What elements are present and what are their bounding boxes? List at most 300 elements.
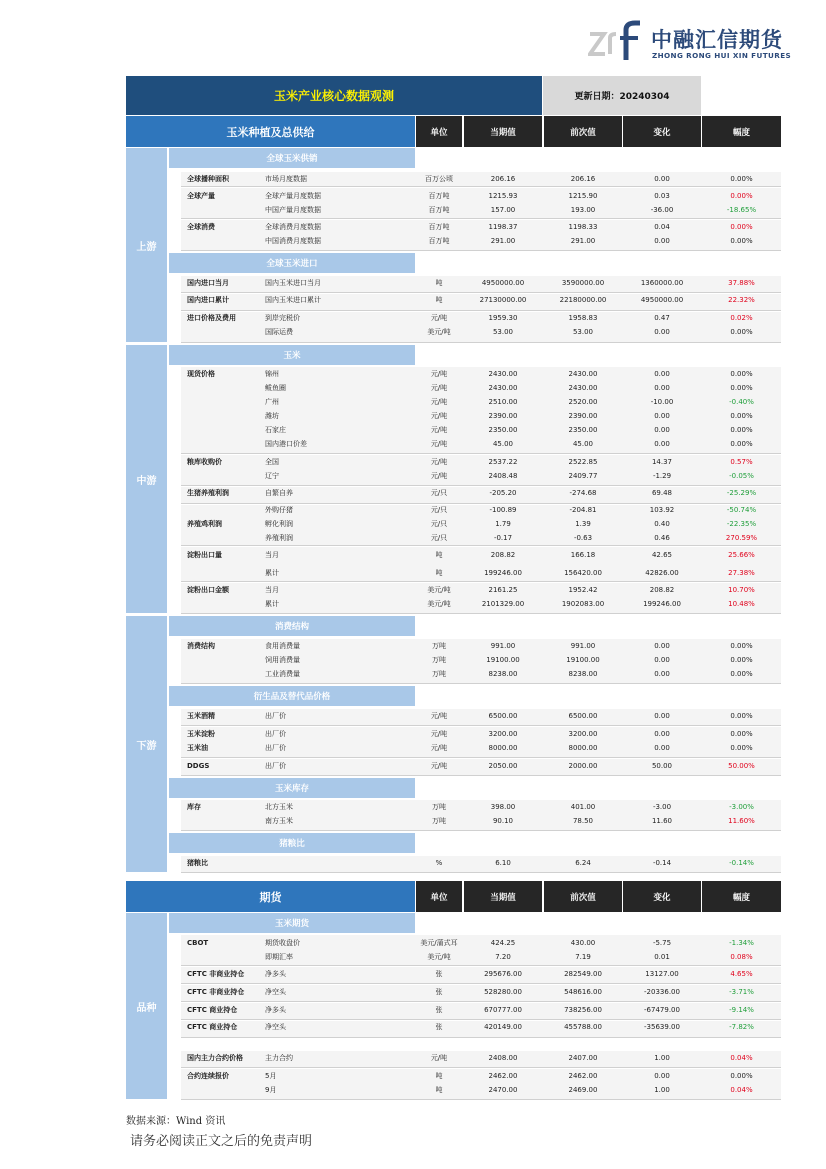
row-item: 当月 xyxy=(265,586,279,594)
region-label: 下游 xyxy=(126,616,167,872)
row-item: 养殖利润 xyxy=(265,534,293,542)
row-category: 国内主力合约价格 xyxy=(187,1054,243,1062)
row-current: 7.20 xyxy=(495,953,511,961)
row-current: 8238.00 xyxy=(488,670,518,678)
row-previous: 53.00 xyxy=(572,328,594,336)
row-item: 工业消费量 xyxy=(265,670,300,678)
row-pct: 0.00% xyxy=(730,670,753,678)
row-previous: 19100.00 xyxy=(566,656,600,664)
row-divider xyxy=(181,453,781,454)
row-pct: 0.00% xyxy=(730,412,753,420)
col-header-pct: 幅度 xyxy=(702,116,781,147)
row-change: -35639.00 xyxy=(644,1023,680,1031)
row-change: -3.00 xyxy=(652,803,672,811)
row-change: 69.48 xyxy=(651,489,673,497)
row-current: 1959.30 xyxy=(488,314,518,322)
row-category: 消费结构 xyxy=(187,642,215,650)
row-change: 208.82 xyxy=(649,586,675,594)
row-current: 528280.00 xyxy=(484,988,522,996)
row-unit: 吨 xyxy=(435,1086,443,1094)
row-previous: -0.63 xyxy=(573,534,593,542)
row-item: 辽宁 xyxy=(265,472,279,480)
row-unit: 元/吨 xyxy=(430,1054,448,1062)
row-pct: -0.40% xyxy=(729,398,754,406)
col-header-unit: 单位 xyxy=(416,881,462,912)
row-previous: 1958.83 xyxy=(568,314,598,322)
row-current: 1198.37 xyxy=(488,223,518,231)
col-header-unit: 单位 xyxy=(416,116,462,147)
row-divider xyxy=(181,965,781,966)
row-previous: 166.18 xyxy=(570,551,596,559)
row-item: 国内港口价差 xyxy=(265,440,307,448)
row-change: -5.75 xyxy=(652,939,672,947)
row-previous: 282549.00 xyxy=(564,970,602,978)
row-current: 2470.00 xyxy=(488,1086,518,1094)
row-unit: 张 xyxy=(435,1006,443,1014)
row-pct: 0.00% xyxy=(730,642,753,650)
row-item: 市场月度数据 xyxy=(265,175,307,183)
row-change: 0.00 xyxy=(654,744,670,752)
row-item: 到岸完税价 xyxy=(265,314,300,322)
row-pct: 11.60% xyxy=(728,817,755,825)
row-item: 自繁自养 xyxy=(265,489,293,497)
region-label: 上游 xyxy=(126,148,167,342)
row-pct: -22.35% xyxy=(726,520,757,528)
row-previous: 1.39 xyxy=(575,520,591,528)
row-item: 全球消费月度数据 xyxy=(265,223,321,231)
row-pct: 0.00% xyxy=(730,1072,753,1080)
row-unit: 张 xyxy=(435,970,443,978)
row-previous: 738256.00 xyxy=(564,1006,602,1014)
row-current: 2101329.00 xyxy=(481,600,525,608)
row-change: 1360000.00 xyxy=(640,279,684,287)
row-previous: 2409.77 xyxy=(568,472,598,480)
row-pct: 4.65% xyxy=(730,970,753,978)
row-previous: 156420.00 xyxy=(564,569,602,577)
subheader: 消费结构 xyxy=(169,616,415,636)
row-unit: 美元/吨 xyxy=(427,953,451,961)
row-unit: 张 xyxy=(435,988,443,996)
row-item: 累计 xyxy=(265,569,279,577)
row-previous: 2520.00 xyxy=(568,398,598,406)
row-previous: 3200.00 xyxy=(568,730,598,738)
row-item: 食用消费量 xyxy=(265,642,300,650)
row-previous: 1215.90 xyxy=(568,192,598,200)
region-label: 品种 xyxy=(126,913,167,1099)
row-change: 0.01 xyxy=(654,953,670,961)
row-current: 424.25 xyxy=(490,939,516,947)
row-unit: 张 xyxy=(435,1023,443,1031)
row-current: 420149.00 xyxy=(484,1023,522,1031)
row-unit: 美元/吨 xyxy=(427,600,451,608)
row-previous: 6.24 xyxy=(575,859,591,867)
row-change: 0.47 xyxy=(654,314,670,322)
row-unit: 美元/吨 xyxy=(427,586,451,594)
row-change: 42826.00 xyxy=(645,569,679,577)
row-change: 4950000.00 xyxy=(640,296,684,304)
subheader: 全球玉米供销 xyxy=(169,148,415,168)
row-divider xyxy=(181,581,781,582)
row-item: 5月 xyxy=(265,1072,277,1080)
row-change: -36.00 xyxy=(650,206,674,214)
row-previous: 45.00 xyxy=(572,440,594,448)
row-divider xyxy=(181,1099,781,1100)
row-unit: 吨 xyxy=(435,279,443,287)
row-previous: -204.81 xyxy=(569,506,597,514)
row-pct: 0.04% xyxy=(730,1054,753,1062)
row-item: 潍坊 xyxy=(265,412,279,420)
row-pct: 0.00% xyxy=(730,175,753,183)
row-current: 2430.00 xyxy=(488,370,518,378)
row-unit: 元/只 xyxy=(430,506,448,514)
row-change: 0.04 xyxy=(654,223,670,231)
row-pct: 0.00% xyxy=(730,192,753,200)
row-previous: 6500.00 xyxy=(568,712,598,720)
row-item: 出厂价 xyxy=(265,730,286,738)
row-pct: -9.14% xyxy=(729,1006,754,1014)
row-change: 0.00 xyxy=(654,328,670,336)
row-divider xyxy=(181,757,781,758)
row-previous: 22180000.00 xyxy=(559,296,607,304)
row-unit: 元/吨 xyxy=(430,744,448,752)
row-previous: 2407.00 xyxy=(568,1054,598,1062)
company-logo-mark xyxy=(588,20,644,62)
row-pct: 10.70% xyxy=(728,586,755,594)
row-unit: 万吨 xyxy=(432,803,446,811)
row-category: 全球消费 xyxy=(187,223,215,231)
row-item: 广州 xyxy=(265,398,279,406)
row-current: 4950000.00 xyxy=(481,279,525,287)
row-pct: 0.00% xyxy=(730,440,753,448)
row-pct: 0.00% xyxy=(730,223,753,231)
row-divider xyxy=(181,1067,781,1068)
company-name-cn: 中融汇信期货 xyxy=(651,28,783,52)
row-divider xyxy=(181,1037,781,1038)
row-divider xyxy=(181,545,781,546)
row-item: 石家庄 xyxy=(265,426,286,434)
row-item: 净多头 xyxy=(265,1006,286,1014)
row-current: 208.82 xyxy=(490,551,516,559)
region-label: 中游 xyxy=(126,345,167,613)
row-previous: 8000.00 xyxy=(568,744,598,752)
row-item: 孵化利润 xyxy=(265,520,293,528)
row-pct: 0.00% xyxy=(730,426,753,434)
row-category: 全球播种面积 xyxy=(187,175,229,183)
row-pct: 0.57% xyxy=(730,458,753,466)
row-unit: 元/吨 xyxy=(430,314,448,322)
company-name-en: ZHONG RONG HUI XIN FUTURES xyxy=(652,51,792,60)
row-current: 6.10 xyxy=(495,859,511,867)
row-change: 0.40 xyxy=(654,520,670,528)
row-divider xyxy=(181,983,781,984)
row-current: 295676.00 xyxy=(484,970,522,978)
row-pct: -1.34% xyxy=(729,939,754,947)
col-header-previous: 前次值 xyxy=(544,116,622,147)
subheader: 全球玉米进口 xyxy=(169,253,415,273)
row-unit: 吨 xyxy=(435,569,443,577)
row-previous: 455788.00 xyxy=(564,1023,602,1031)
row-category: 国内进口当月 xyxy=(187,279,229,287)
row-item: 国际运费 xyxy=(265,328,293,336)
row-unit: 元/吨 xyxy=(430,370,448,378)
row-current: 27130000.00 xyxy=(479,296,527,304)
row-current: 19100.00 xyxy=(486,656,520,664)
row-unit: 万吨 xyxy=(432,817,446,825)
row-current: 1215.93 xyxy=(488,192,518,200)
row-previous: 1952.42 xyxy=(568,586,598,594)
row-pct: -25.29% xyxy=(726,489,757,497)
row-pct: -7.82% xyxy=(729,1023,754,1031)
row-unit: 吨 xyxy=(435,1072,443,1080)
row-category: 玉米油 xyxy=(187,744,208,752)
row-change: 0.00 xyxy=(654,175,670,183)
row-previous: 430.00 xyxy=(570,939,596,947)
row-unit: 百万公顷 xyxy=(425,175,453,183)
row-divider xyxy=(181,1001,781,1002)
row-divider xyxy=(181,310,781,311)
row-pct: -18.65% xyxy=(726,206,757,214)
row-category: 玉米淀粉 xyxy=(187,730,215,738)
row-change: 14.37 xyxy=(651,458,673,466)
row-category: 国内进口累计 xyxy=(187,296,229,304)
row-unit: 元/吨 xyxy=(430,384,448,392)
row-item: 期货收盘价 xyxy=(265,939,300,947)
row-divider xyxy=(181,725,781,726)
row-unit: 元/吨 xyxy=(430,458,448,466)
row-category: CFTC 商业持仓 xyxy=(187,1023,238,1031)
row-category: CFTC 非商业持仓 xyxy=(187,988,245,996)
row-current: 199246.00 xyxy=(484,569,522,577)
row-previous: 1902083.00 xyxy=(561,600,605,608)
row-item: 国内玉米进口当月 xyxy=(265,279,321,287)
row-previous: 401.00 xyxy=(570,803,596,811)
row-item: 净空头 xyxy=(265,1023,286,1031)
row-pct: 0.00% xyxy=(730,237,753,245)
row-item: 国内玉米进口累计 xyxy=(265,296,321,304)
row-current: 53.00 xyxy=(492,328,514,336)
row-change: -1.29 xyxy=(652,472,672,480)
row-unit: 万吨 xyxy=(432,670,446,678)
row-item: 全国 xyxy=(265,458,279,466)
row-current: 206.16 xyxy=(490,175,516,183)
row-category: 玉米酒精 xyxy=(187,712,215,720)
row-current: 2408.48 xyxy=(488,472,518,480)
row-unit: 美元/蒲式耳 xyxy=(420,939,458,947)
row-change: 0.00 xyxy=(654,426,670,434)
row-item: 累计 xyxy=(265,600,279,608)
row-unit: 百万吨 xyxy=(428,223,450,231)
row-divider xyxy=(181,872,781,873)
row-divider xyxy=(181,342,781,343)
report-title: 玉米产业核心数据观测 xyxy=(126,76,542,115)
row-unit: 百万吨 xyxy=(428,206,450,214)
row-category: 养殖鸡利润 xyxy=(187,520,222,528)
row-previous: 193.00 xyxy=(570,206,596,214)
row-change: 0.00 xyxy=(654,1072,670,1080)
row-change: 0.00 xyxy=(654,656,670,664)
row-previous: 2430.00 xyxy=(568,370,598,378)
row-item: 南方玉米 xyxy=(265,817,293,825)
row-change: 0.00 xyxy=(654,670,670,678)
row-change: 0.00 xyxy=(654,370,670,378)
row-previous: 291.00 xyxy=(570,237,596,245)
row-item: 外购仔猪 xyxy=(265,506,293,514)
row-pct: 0.00% xyxy=(730,730,753,738)
row-previous: 2522.85 xyxy=(568,458,598,466)
row-item: 主力合约 xyxy=(265,1054,293,1062)
row-change: 199246.00 xyxy=(643,600,681,608)
row-category: 库存 xyxy=(187,803,201,811)
row-unit: 元/吨 xyxy=(430,730,448,738)
row-change: 0.00 xyxy=(654,730,670,738)
row-category: 淀粉出口量 xyxy=(187,551,222,559)
row-divider xyxy=(181,613,781,614)
section-title: 玉米种植及总供给 xyxy=(126,116,415,147)
subheader: 玉米库存 xyxy=(169,778,415,798)
row-item: 净多头 xyxy=(265,970,286,978)
row-divider xyxy=(181,218,781,219)
row-current: 45.00 xyxy=(492,440,514,448)
row-unit: 元/吨 xyxy=(430,412,448,420)
row-divider xyxy=(181,775,781,776)
row-pct: -0.05% xyxy=(729,472,754,480)
row-unit: 元/吨 xyxy=(430,440,448,448)
row-pct: 0.00% xyxy=(730,656,753,664)
row-pct: 22.32% xyxy=(728,296,755,304)
col-header-change: 变化 xyxy=(623,881,701,912)
row-category: CBOT xyxy=(187,939,209,947)
row-previous: 206.16 xyxy=(570,175,596,183)
row-current: 1.79 xyxy=(495,520,511,528)
row-change: -20336.00 xyxy=(644,988,680,996)
row-item: 饲用消费量 xyxy=(265,656,300,664)
row-change: 0.00 xyxy=(654,237,670,245)
row-unit: 元/吨 xyxy=(430,398,448,406)
row-current: 2161.25 xyxy=(488,586,518,594)
row-previous: 2390.00 xyxy=(568,412,598,420)
row-pct: 0.04% xyxy=(730,1086,753,1094)
col-header-current: 当期值 xyxy=(464,881,542,912)
row-change: 50.00 xyxy=(651,762,673,770)
row-previous: 548616.00 xyxy=(564,988,602,996)
row-change: -0.14 xyxy=(652,859,672,867)
row-current: 2350.00 xyxy=(488,426,518,434)
row-previous: 2350.00 xyxy=(568,426,598,434)
row-item: 即期汇率 xyxy=(265,953,293,961)
row-change: 0.46 xyxy=(654,534,670,542)
row-current: 3200.00 xyxy=(488,730,518,738)
row-pct: 0.08% xyxy=(730,953,753,961)
row-current: 90.10 xyxy=(492,817,514,825)
subheader: 猪粮比 xyxy=(169,833,415,853)
row-divider xyxy=(181,683,781,684)
row-current: -0.17 xyxy=(493,534,513,542)
row-pct: 27.38% xyxy=(728,569,755,577)
row-change: 1.00 xyxy=(654,1054,670,1062)
row-item: 全球产量月度数据 xyxy=(265,192,321,200)
row-current: -205.20 xyxy=(489,489,517,497)
row-unit: 元/只 xyxy=(430,534,448,542)
row-category: 猪粮比 xyxy=(187,859,208,867)
col-header-current: 当期值 xyxy=(464,116,542,147)
row-change: 11.60 xyxy=(651,817,673,825)
row-divider xyxy=(181,830,781,831)
row-item: 中国消费月度数据 xyxy=(265,237,321,245)
row-previous: 2430.00 xyxy=(568,384,598,392)
row-category: DDGS xyxy=(187,762,210,770)
row-item: 中国产量月度数据 xyxy=(265,206,321,214)
row-current: 2537.22 xyxy=(488,458,518,466)
row-previous: 78.50 xyxy=(572,817,594,825)
row-item: 9月 xyxy=(265,1086,277,1094)
row-change: 1.00 xyxy=(654,1086,670,1094)
row-current: 8000.00 xyxy=(488,744,518,752)
row-category: 现货价格 xyxy=(187,370,215,378)
row-pct: 0.02% xyxy=(730,314,753,322)
data-source-note: 数据来源：Wind 资讯 xyxy=(126,1116,226,1127)
row-item: 出厂价 xyxy=(265,762,286,770)
row-unit: 元/只 xyxy=(430,520,448,528)
subheader: 玉米期货 xyxy=(169,913,415,933)
row-category: 粮库收购价 xyxy=(187,458,222,466)
row-unit: 元/吨 xyxy=(430,426,448,434)
row-pct: 0.00% xyxy=(730,384,753,392)
row-current: 2390.00 xyxy=(488,412,518,420)
row-current: 991.00 xyxy=(490,642,516,650)
row-unit: 元/吨 xyxy=(430,712,448,720)
row-item: 净空头 xyxy=(265,988,286,996)
row-category: CFTC 非商业持仓 xyxy=(187,970,245,978)
row-current: 291.00 xyxy=(490,237,516,245)
row-current: 2408.00 xyxy=(488,1054,518,1062)
row-pct: 270.59% xyxy=(725,534,758,542)
row-unit: 万吨 xyxy=(432,656,446,664)
row-previous: 3590000.00 xyxy=(561,279,605,287)
row-unit: 百万吨 xyxy=(428,192,450,200)
row-current: 2050.00 xyxy=(488,762,518,770)
row-divider xyxy=(181,485,781,486)
row-category: CFTC 商业持仓 xyxy=(187,1006,238,1014)
row-change: 0.00 xyxy=(654,642,670,650)
row-category: 生猪养殖利润 xyxy=(187,489,229,497)
row-change: 0.00 xyxy=(654,384,670,392)
row-change: 0.03 xyxy=(654,192,670,200)
row-category: 进口价格及费用 xyxy=(187,314,236,322)
row-unit: 吨 xyxy=(435,296,443,304)
row-previous: 2462.00 xyxy=(568,1072,598,1080)
col-header-previous: 前次值 xyxy=(544,881,622,912)
row-previous: 2000.00 xyxy=(568,762,598,770)
row-current: 670777.00 xyxy=(484,1006,522,1014)
row-previous: -274.68 xyxy=(569,489,597,497)
row-pct: 0.00% xyxy=(730,328,753,336)
row-pct: 10.48% xyxy=(728,600,755,608)
row-divider xyxy=(181,292,781,293)
col-header-change: 变化 xyxy=(623,116,701,147)
row-divider xyxy=(181,1019,781,1020)
row-previous: 7.19 xyxy=(575,953,591,961)
row-divider xyxy=(181,186,781,187)
row-item: 出厂价 xyxy=(265,712,286,720)
row-change: 13127.00 xyxy=(645,970,679,978)
row-unit: 万吨 xyxy=(432,642,446,650)
row-current: 2430.00 xyxy=(488,384,518,392)
row-current: 2462.00 xyxy=(488,1072,518,1080)
row-previous: 2469.00 xyxy=(568,1086,598,1094)
row-previous: 8238.00 xyxy=(568,670,598,678)
row-current: -100.89 xyxy=(489,506,517,514)
row-pct: 0.00% xyxy=(730,370,753,378)
